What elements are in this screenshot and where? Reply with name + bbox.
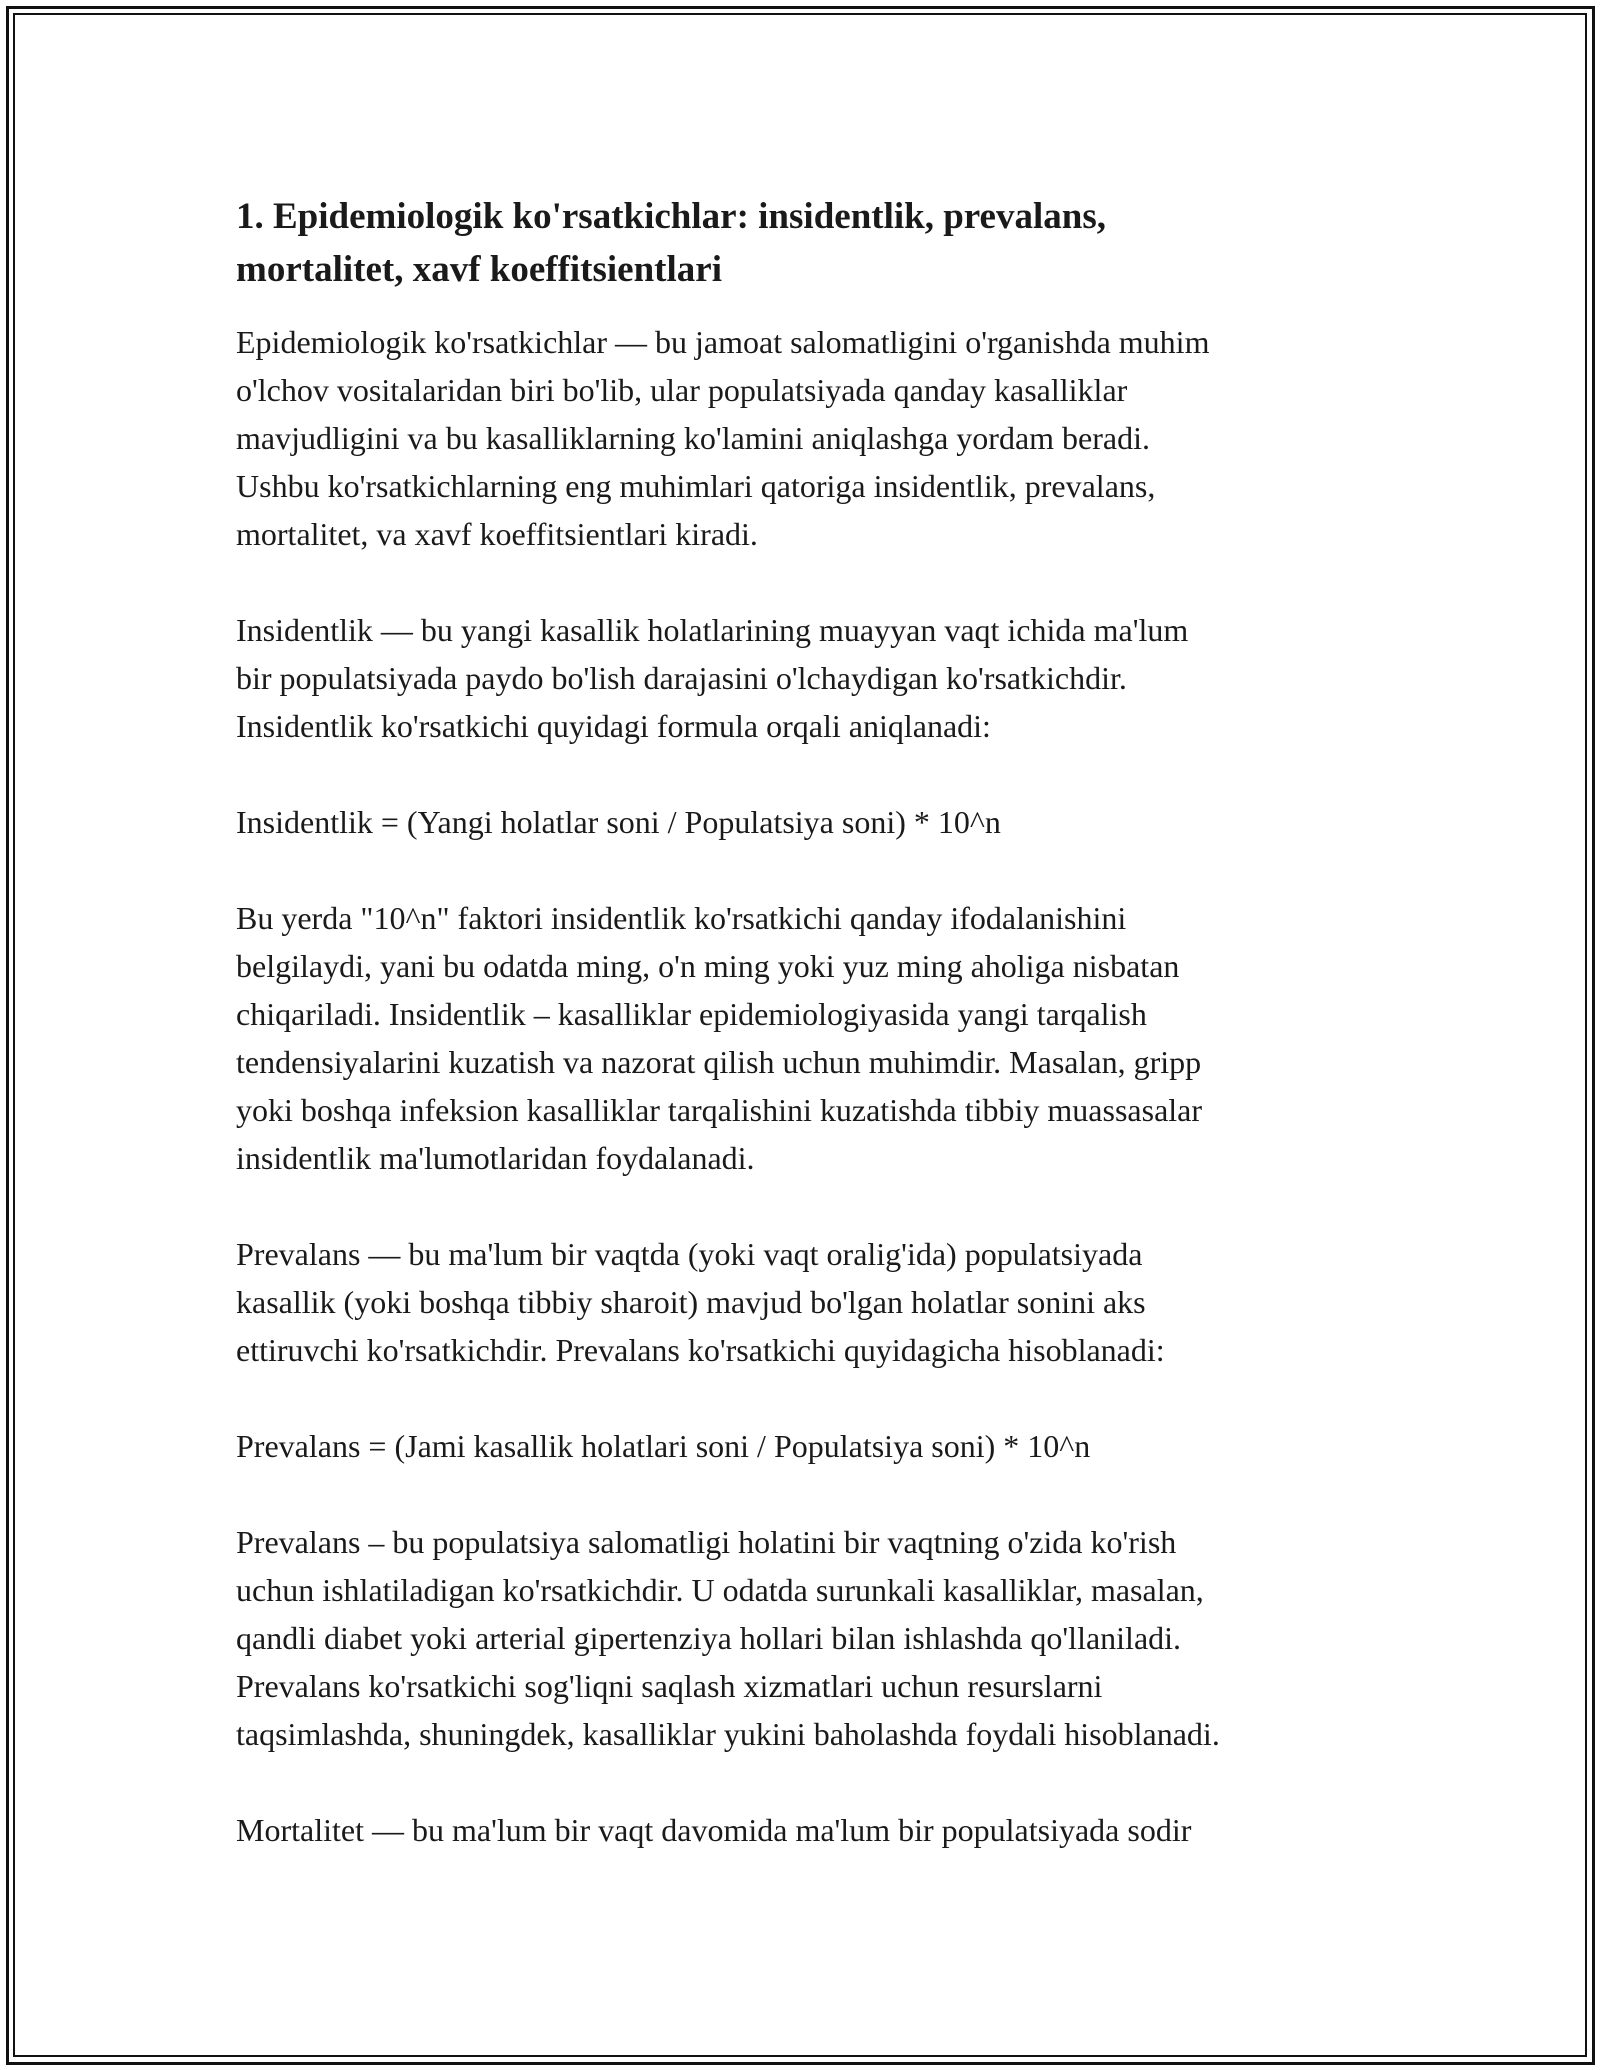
text-line: yoki boshqa infeksion kasalliklar tarqalishini kuzatishda tibbiy muassasalar — [236, 1092, 1203, 1128]
text-line: chiqariladi. Insidentlik – kasalliklar epidemiologiyasida yangi tarqalish — [236, 996, 1147, 1032]
text-line: Prevalans – bu populatsiya salomatligi holatini bir vaqtning o'zida ko'rish — [236, 1524, 1177, 1560]
text-line: Bu yerda "10^n" faktori insidentlik ko'rsatkichi qanday ifodalanishini — [236, 900, 1127, 936]
document-body — [236, 190, 1386, 1902]
paragraph — [236, 1422, 1386, 1470]
paragraph — [236, 894, 1386, 1182]
text-line: bir populatsiyada paydo bo'lish darajasini o'lchaydigan ko'rsatkichdir. — [236, 660, 1127, 696]
text-line: Prevalans = (Jami kasallik holatlari soni / Populatsiya soni) * 10^n — [236, 1428, 1091, 1464]
text-line: Epidemiologik ko'rsatkichlar — bu jamoat salomatligini o'rganishda muhim — [236, 324, 1210, 360]
text-line: o'lchov vositalaridan biri bo'lib, ular populatsiyada qanday kasalliklar — [236, 372, 1128, 408]
paragraph — [236, 318, 1386, 558]
text-line: mavjudligini va bu kasalliklarning ko'lamini aniqlashga yordam beradi. — [236, 420, 1150, 456]
text-line: ettiruvchi ko'rsatkichdir. Prevalans ko'rsatkichi quyidagicha hisoblanadi: — [236, 1332, 1165, 1368]
paragraph — [236, 1806, 1386, 1854]
text-line: Insidentlik = (Yangi holatlar soni / Populatsiya soni) * 10^n — [236, 804, 1001, 840]
text-line: Prevalans ko'rsatkichi sog'liqni saqlash xizmatlari uchun resurslarni — [236, 1668, 1103, 1704]
text-line: uchun ishlatiladigan ko'rsatkichdir. U odatda surunkali kasalliklar, masalan, — [236, 1572, 1204, 1608]
text-line: Insidentlik ko'rsatkichi quyidagi formula orqali aniqlanadi: — [236, 708, 991, 744]
paragraph — [236, 798, 1386, 846]
text-line: qandli diabet yoki arterial gipertenziya hollari bilan ishlashda qo'llaniladi. — [236, 1620, 1182, 1656]
title-line: mortalitet, xavf koeffitsientlari — [236, 249, 722, 290]
paragraph — [236, 606, 1386, 750]
text-line: insidentlik ma'lumotlaridan foydalanadi. — [236, 1140, 755, 1176]
text-line: mortalitet, va xavf koeffitsientlari kiradi. — [236, 516, 758, 552]
text-line: Mortalitet — bu ma'lum bir vaqt davomida ma'lum bir populatsiyada sodir — [236, 1812, 1192, 1848]
text-line: taqsimlashda, shuningdek, kasalliklar yukini baholashda foydali hisoblanadi. — [236, 1716, 1220, 1752]
text-line: belgilaydi, yani bu odatda ming, o'n ming yoki yuz ming aholiga nisbatan — [236, 948, 1180, 984]
text-line: kasallik (yoki boshqa tibbiy sharoit) mavjud bo'lgan holatlar sonini aks — [236, 1284, 1146, 1320]
paragraph — [236, 1518, 1386, 1758]
text-line: tendensiyalarini kuzatish va nazorat qilish uchun muhimdir. Masalan, gripp — [236, 1044, 1202, 1080]
text-line: Prevalans — bu ma'lum bir vaqtda (yoki vaqt oralig'ida) populatsiyada — [236, 1236, 1143, 1272]
paragraph — [236, 1230, 1386, 1374]
paragraph-list — [236, 318, 1386, 1854]
document-title — [236, 190, 1386, 296]
title-line: 1. Epidemiologik ko'rsatkichlar: insidentlik, prevalans, — [236, 196, 1106, 237]
text-line: Ushbu ko'rsatkichlarning eng muhimlari qatoriga insidentlik, prevalans, — [236, 468, 1156, 504]
text-line: Insidentlik — bu yangi kasallik holatlarining muayyan vaqt ichida ma'lum — [236, 612, 1189, 648]
